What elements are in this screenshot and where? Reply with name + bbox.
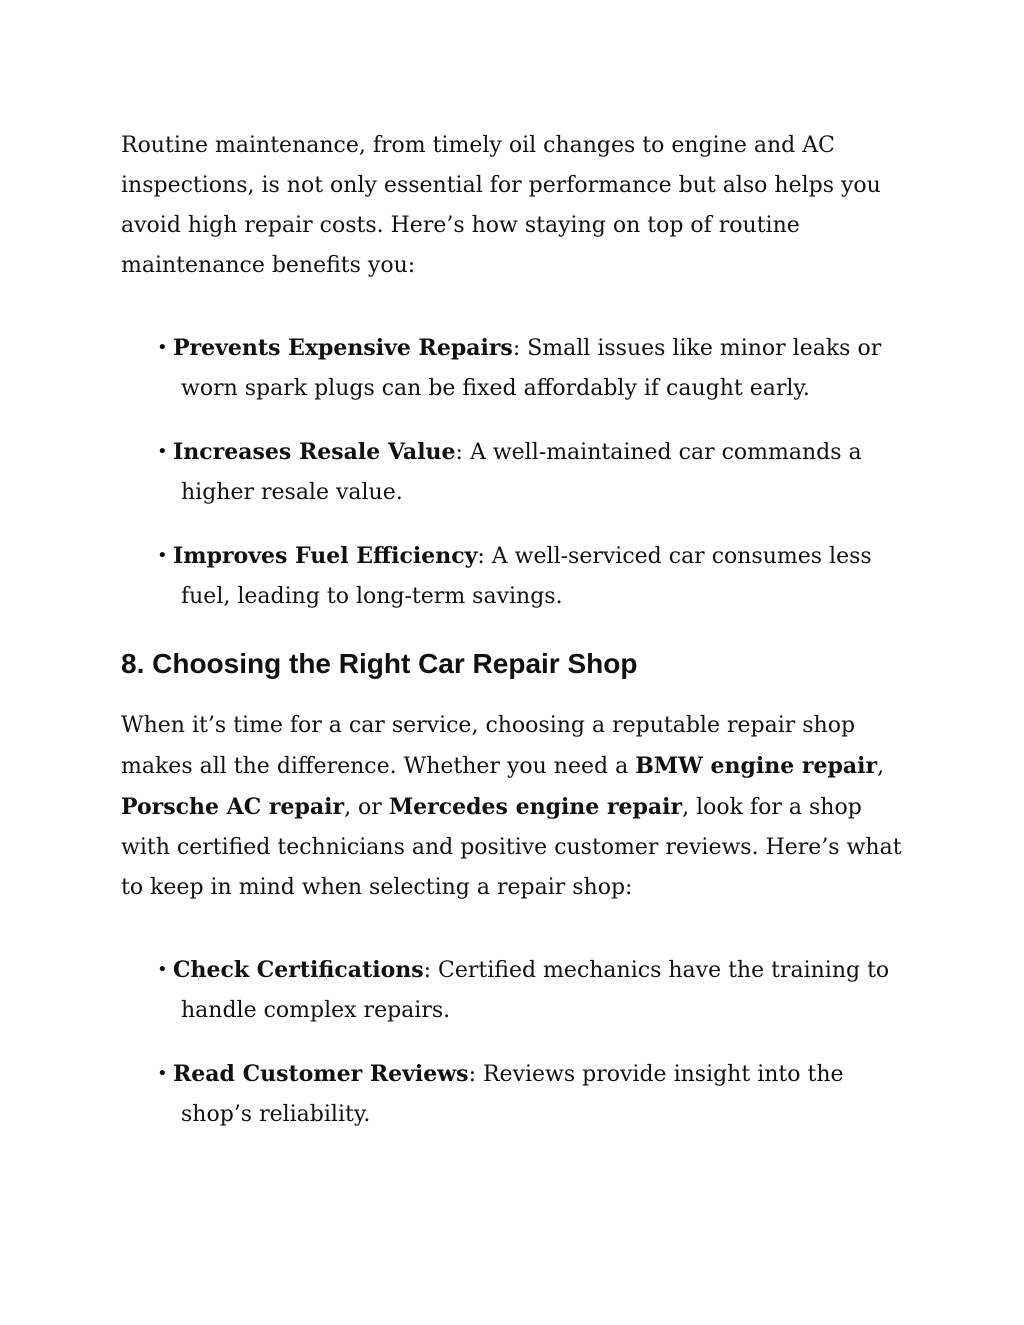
bullet-icon: • — [157, 545, 168, 566]
list-item-text: : Certified mechanics have the training to handle complex repairs. — [181, 958, 890, 1023]
list-item-text: : A well-serviced car consumes less fuel, leading to long-term savings. — [181, 544, 872, 609]
section-heading: 8. Choosing the Right Car Repair Shop — [121, 648, 638, 679]
list-item — [121, 432, 911, 513]
tips-list — [121, 950, 911, 1135]
paragraph-text: , look for a shop with certified technicians and positive customer reviews. Here’s what to keep in mind when selecting a repair shop: — [121, 795, 902, 900]
list-item-text: : Reviews provide insight into the shop’s reliability. — [181, 1062, 844, 1127]
paragraph-text: When it’s time for a car service, choosing a reputable repair shop makes all the difference. Whether you need a — [121, 713, 856, 779]
list-item-term: Prevents Expensive Repairs — [173, 335, 513, 361]
list-item-term: Increases Resale Value — [173, 439, 456, 465]
bullet-icon: • — [157, 337, 168, 358]
intro-paragraph: Routine maintenance, from timely oil changes to engine and AC inspections, is not only essential for performance but also helps you avoid high repair costs. Here’s how staying on top of routine maintenance benefits you: — [121, 133, 881, 278]
list-item-text: : A well-maintained car commands a higher resale value. — [181, 440, 862, 505]
repair-shop-paragraph — [121, 706, 911, 908]
bullet-icon: • — [157, 441, 168, 462]
bullet-icon: • — [157, 1063, 168, 1084]
benefits-list — [121, 328, 911, 617]
porsche-ac-repair-term: Porsche AC repair — [121, 794, 345, 820]
bmw-engine-repair-term: BMW engine repair — [635, 753, 878, 779]
list-item-term: Read Customer Reviews — [173, 1061, 469, 1087]
mercedes-engine-repair-term: Mercedes engine repair — [388, 794, 683, 820]
list-item — [121, 1054, 911, 1135]
list-item — [121, 536, 911, 617]
list-item-term: Improves Fuel Efficiency — [173, 543, 478, 569]
list-item-text: : Small issues like minor leaks or worn spark plugs can be fixed affordably if caught early. — [181, 336, 882, 401]
document-page — [121, 126, 911, 1158]
list-item — [121, 328, 911, 409]
separator-text: , — [877, 754, 885, 779]
list-item — [121, 950, 911, 1031]
bullet-icon: • — [157, 959, 168, 980]
list-item-term: Check Certifications — [173, 957, 424, 983]
separator-text: , or — [344, 795, 389, 820]
